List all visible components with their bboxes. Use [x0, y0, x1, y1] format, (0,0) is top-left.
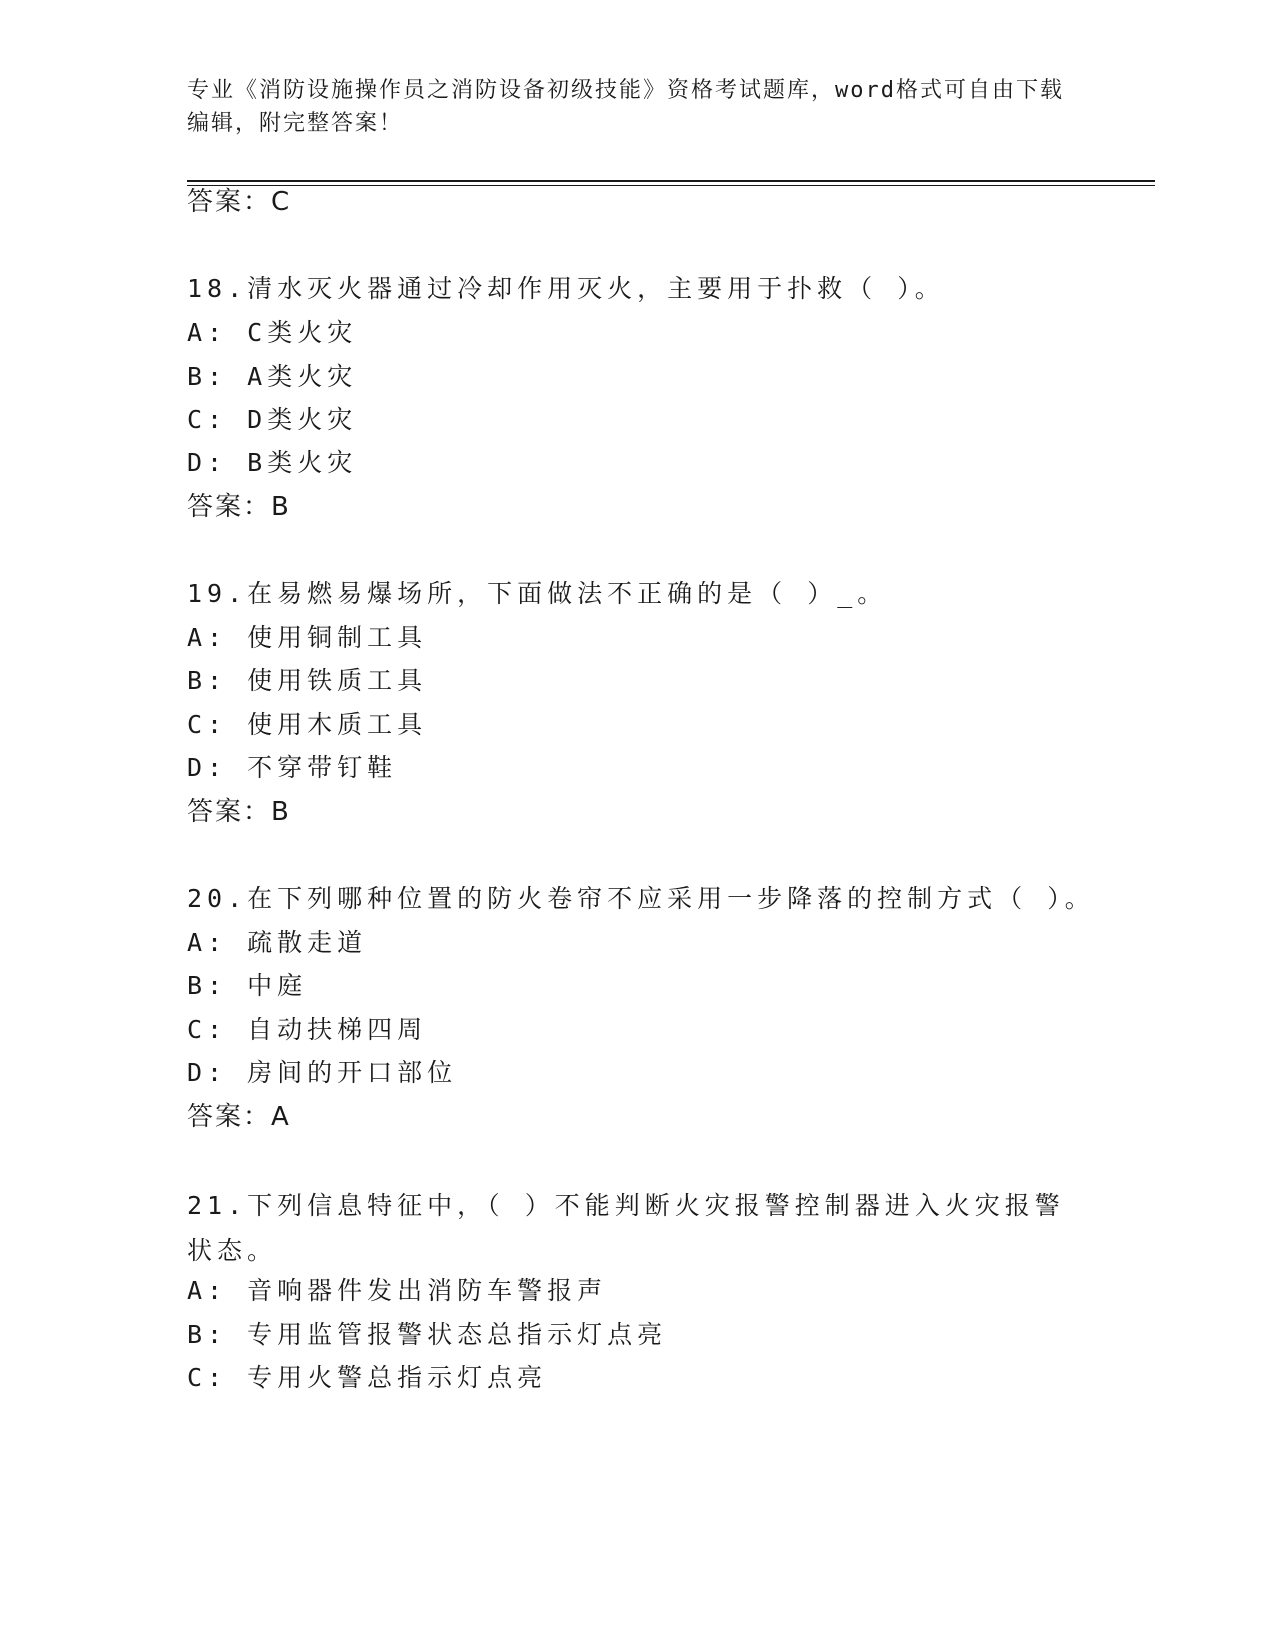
answer-label: 答案：C [187, 187, 292, 217]
header-divider [187, 180, 1155, 182]
answer-label: 答案：B [187, 797, 291, 827]
question-option: C: 使用木质工具 [187, 710, 428, 739]
question-option: A: 音响器件发出消防车警报声 [187, 1276, 608, 1305]
question-option: C: 专用火警总指示灯点亮 [187, 1363, 548, 1392]
question-option: A: C类火灾 [187, 318, 358, 347]
question-option: B: 中庭 [187, 971, 308, 1000]
header-divider-thin [187, 185, 1155, 186]
question-stem: 20.在下列哪种位置的防火卷帘不应采用一步降落的控制方式（ ）。 [187, 884, 1095, 913]
question-option: A: 疏散走道 [187, 928, 368, 957]
question-option: B: 专用监管报警状态总指示灯点亮 [187, 1320, 668, 1349]
document-header: 专业《消防设施操作员之消防设备初级技能》资格考试题库，word格式可自由下载编辑，附完整答案！ [187, 78, 1064, 136]
question-option: B: 使用铁质工具 [187, 666, 428, 695]
question-option: D: 房间的开口部位 [187, 1058, 458, 1087]
question-option: D: B类火灾 [187, 448, 358, 477]
question-option: C: D类火灾 [187, 405, 358, 434]
question-option: D: 不穿带钉鞋 [187, 753, 398, 782]
question-stem: 19.在易燃易爆场所，下面做法不正确的是（ ）_。 [187, 579, 888, 608]
answer-label: 答案：A [187, 1102, 291, 1132]
question-option: A: 使用铜制工具 [187, 623, 428, 652]
question-stem: 21.下列信息特征中，（ ）不能判断火灾报警控制器进入火灾报警状态。 [187, 1191, 1065, 1265]
answer-label: 答案：B [187, 492, 291, 522]
question-option: C: 自动扶梯四周 [187, 1015, 428, 1044]
question-option: B: A类火灾 [187, 362, 358, 391]
question-stem: 18.清水灭火器通过冷却作用灭火，主要用于扑救（ ）。 [187, 274, 945, 303]
